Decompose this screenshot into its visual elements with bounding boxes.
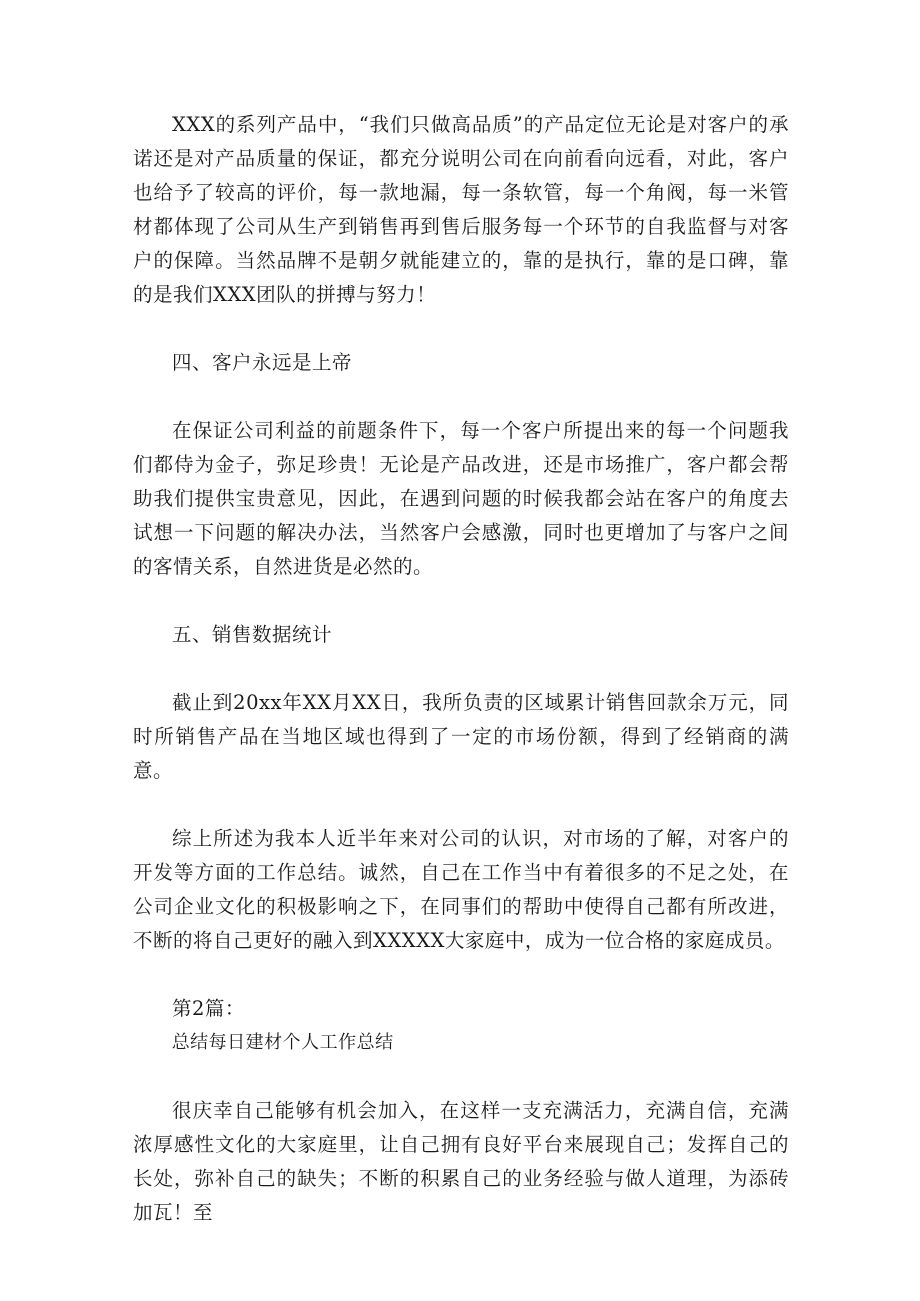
paragraph-gap [133,312,789,346]
part-label: 第2篇： [172,997,245,1020]
paragraph-intro-part2: 很庆幸自己能够有机会加入，在这样一支充满活力，充满自信，充满浓厚感性文化的大家庭里，让自己拥有良好平台来展现自己；发挥自己的长处，弥补自己的缺失；不断的积累自己的业务经验与做人道理，为添砖加瓦！至 [133,1099,789,1224]
section-heading-sales-data: 五、销售数据统计 [172,623,333,646]
paragraph-gap [133,380,789,414]
section-heading-customers: 四、客户永远是上帝 [172,351,353,374]
paragraph-gap [133,584,789,618]
paragraph-sales-figures: 截止到20xx年XX月XX日，我所负责的区域累计销售回款余万元，同时所销售产品在当地区域也得到了一定的市场份额，得到了经销商的满意。 [133,691,789,782]
paragraph-gap [133,788,789,822]
paragraph-customer-service: 在保证公司利益的前题条件下，每一个客户所提出来的每一个问题我们都侍为金子，弥足珍贵！无论是产品改进，还是市场推广，客户都会帮助我们提供宝贵意见，因此，在遇到问题的时候我都会站在客户的角度去试想一下问题的解决办法，当然客户会感激，同时也更增加了与客户之间的客情关系，自然进货是必然的。 [133,419,789,578]
paragraph-gap [133,958,789,992]
paragraph-gap [133,652,789,686]
document-body [133,108,789,1230]
paragraph-brand-quality: XXX的系列产品中，“我们只做高品质”的产品定位无论是对客户的承诺还是对产品质量的保证，都充分说明公司在向前看向远看，对此，客户也给予了较高的评价，每一款地漏，每一条软管，每一个角阀，每一米管材都体现了公司从生产到销售再到售后服务每一个环节的自我监督与对客户的保障。当然品牌不是朝夕就能建立的，靠的是执行，靠的是口碑，靠的是我们XXX团队的拼搏与努力！ [133,113,789,306]
part-title: 总结每日建材个人工作总结 [171,1032,394,1053]
paragraph-summary: 综上所述为我本人近半年来对公司的认识，对市场的了解，对客户的开发等方面的工作总结。诚然，自己在工作当中有着很多的不足之处，在公司企业文化的积极影响之下，在同事们的帮助中使得自己都有所改进，不断的将自己更好的融入到XXXXX大家庭中，成为一位合格的家庭成员。 [133,827,789,952]
paragraph-gap [133,1060,789,1094]
